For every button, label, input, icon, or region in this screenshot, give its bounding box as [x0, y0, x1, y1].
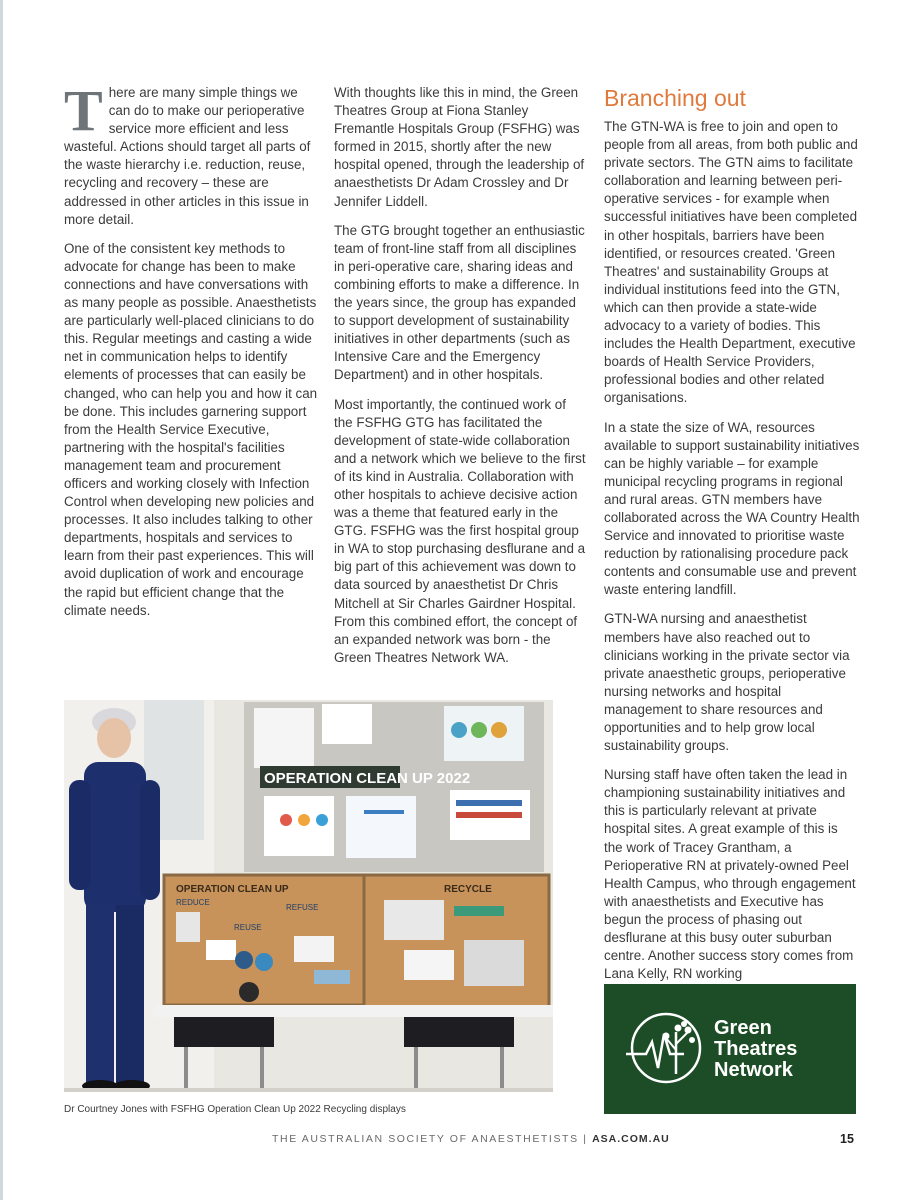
col3-paragraph-1: The GTN-WA is free to join and open to people from all areas, from both public and private sectors. The GTN aims to facilitate collaboration and learning between peri-operative services - for example when successful initiatives have been completed in other hospitals, barriers have been identified, or resources created. 'Green Theatres' and sustainability Groups at individual institutions feed into the GTN, which can then provide a state-wide advocacy to a variety of bodies. This includes the Health Department, executive boards of Health Service Providers, professional bodies and other related organisations. — [604, 119, 858, 406]
col1-p1-line-2: can do to make our perioperative — [108, 103, 305, 119]
column-1 — [64, 78, 318, 631]
column-3 — [604, 84, 860, 994]
section-heading: Branching out — [604, 85, 746, 111]
board-label-refuse: REFUSE — [286, 903, 319, 912]
board-right-title: RECYCLE — [444, 884, 492, 895]
logo-line-3: Network — [714, 1059, 793, 1081]
board-label-reduce: REDUCE — [176, 898, 210, 907]
page-footer — [272, 1133, 670, 1145]
col3-paragraph-2: In a state the size of WA, resources available to support sustainability initiatives can be highly variable – for example municipal recycling programs in regional and rural areas. GTN members have collaborated across the WA Country Health Service and innovated to prioritise waste reduction by rationalising procedure pack contents and consumable use and prevent waste entering landfill. — [604, 419, 860, 598]
photo-caption: Dr Courtney Jones with FSFHG Operation Clean Up 2022 Recycling displays — [64, 1104, 406, 1115]
col1-paragraph-1 — [64, 78, 318, 229]
col3-paragraph-3: GTN-WA nursing and anaesthetist members have also reached out to clinicians working in the private sector via private anaesthetic groups, perioperative nursing networks and hospital management to share resources and opportunities and to help grow local sustainability groups. — [604, 611, 850, 754]
col2-paragraph-2: The GTG brought together an enthusiastic team of front-line staff from all disciplines in peri-operative care, sharing ideas and combining efforts to make a difference. In the years since, the group has expanded to support development of sustainability initiatives in other departments (such as Intensive Care and the Emergency Department) and in other hospitals. — [334, 222, 585, 383]
operation-clean-up-photo — [64, 700, 553, 1092]
col1-paragraph-2: One of the consistent key methods to advocate for change has been to make connections and have conversations with as many people as possible. Anaesthetists are particularly well-placed clinicians to do this. Regular meetings and casting a wide net in communication helps to identify elements of processes that can easily be changed, who can help you and how it can be done. This includes garnering support from the Health Service Executive, partnering with the hospital's facilities management team and procurement officers and working closely with Infection Control when developing new policies and processes. It also includes talking to other departments, hospitals and services to learn from their past experiences. This will avoid duplication of work and encourage the rapid but efficient change that the climate needs. — [64, 240, 318, 618]
col1-p1-line-3: service more efficient and less — [108, 121, 289, 137]
photo-banner-text: OPERATION CLEAN UP 2022 — [264, 770, 471, 787]
column-2 — [334, 84, 588, 678]
board-left-title: OPERATION CLEAN UP — [176, 884, 289, 895]
col1-p1-line-1: here are many simple things we — [108, 85, 298, 100]
drop-cap: T — [64, 78, 103, 143]
col2-paragraph-3: Most importantly, the continued work of the FSFHG GTG has facilitated the development of state-wide collaboration and a network which we believe to the first of its kind in Australia. Collaboration with other hospitals to achieve decisive action was a theme that featured early in the GTG. FSFHG was the first hospital group in WA to stop purchasing desflurane and a big part of this achievement was down to data sourced by anaesthetist Dr Chris Mitchell at Sir Charles Gairdner Hospital. From this combined effort, the concept of an expanded network was born - the Green Theatres Network WA. — [334, 396, 586, 665]
green-theatres-network-logo — [604, 984, 856, 1114]
page-number: 15 — [840, 1132, 854, 1146]
logo-line-2: Theatres — [714, 1038, 798, 1060]
logo-wordmark — [714, 1018, 797, 1081]
col1-p1-rest: wasteful. Actions should target all parts of the waste hierarchy i.e. reduction, reuse, recycling and recovery – these are addressed in other articles in this issue in more detail. — [64, 139, 311, 227]
photo-illustration — [64, 700, 553, 1092]
board-label-reuse: REUSE — [234, 923, 262, 932]
col2-paragraph-1: With thoughts like this in mind, the Green Theatres Group at Fiona Stanley Fremantle Hospitals Group (FSFHG) was formed in 2015, shortly after the new hospital opened, through the leadership of anaesthetists Dr Adam Crossley and Dr Jennifer Liddell. — [334, 85, 585, 209]
logo-tree-heartbeat-icon — [622, 984, 722, 1114]
footer-separator: | — [578, 1133, 593, 1145]
col3-paragraph-4: Nursing staff have often taken the lead in championing sustainability initiatives and this is particularly relevant at private hospital sites. A great example of this is the work of Tracey Grantham, a Perioperative RN at privately-owned Peel Health Campus, who through engagement with anaesthetists and Executive has begun the process of phasing out desflurane at this busy outer suburban centre. Another success story comes from Lana Kelly, RN working — [604, 767, 856, 982]
footer-website: ASA.COM.AU — [592, 1133, 670, 1145]
logo-line-1: Green — [714, 1017, 772, 1039]
footer-society: THE AUSTRALIAN SOCIETY OF ANAESTHETISTS — [272, 1133, 579, 1145]
page-edge-rule — [0, 0, 3, 1200]
